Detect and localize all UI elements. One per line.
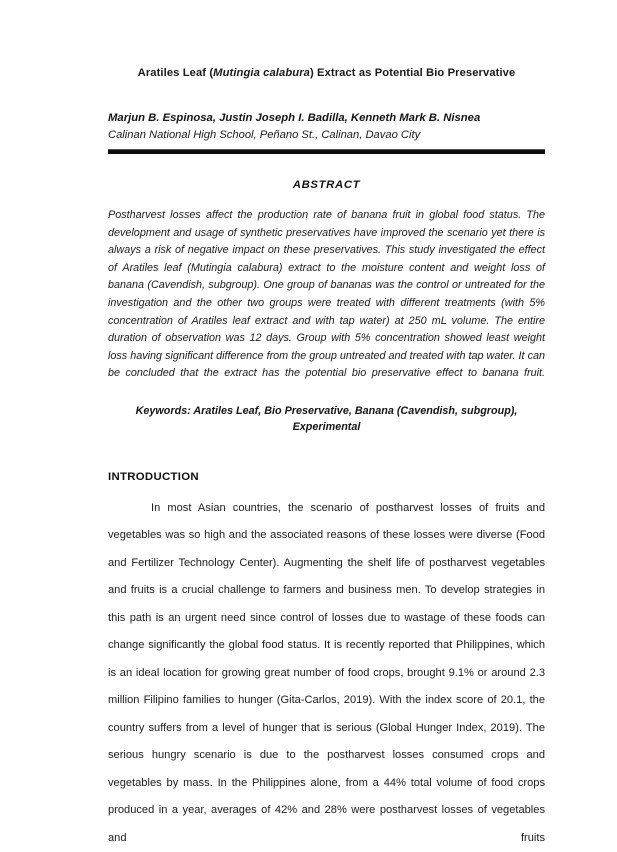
header-divider-rule bbox=[108, 149, 545, 154]
abstract-body: Postharvest losses affect the production rate of banana fruit in global food status. The development and usage of synthetic preservatives have improved the scenario yet there is always a risk of negative impact on these preservatives. This study investigated the effect of Aratiles leaf (Mutingia calabura) extract to the moisture content and weight loss of banana (Cavendish, subgroup). One group of bananas was the control or untreated for the investigation and the other two groups were treated with different treatments (with 5% concentration of Aratiles leaf extract and with tap water) at 250 mL volume. The entire duration of observation was 12 days. Group with 5% concentration showed least weight loss having significant difference from the group untreated and treated with tap water. It can be concluded that the extract has the potential bio preservative effect to banana fruit. bbox=[108, 209, 545, 380]
author-affiliation: Calinan National High School, Peñano St., Calinan, Davao City bbox=[108, 129, 421, 141]
keywords-line: Keywords: Aratiles Leaf, Bio Preservative, Banana (Cavendish, subgroup), Experimental bbox=[135, 404, 518, 433]
introduction-heading: INTRODUCTION bbox=[108, 470, 199, 483]
introduction-body: In most Asian countries, the scenario of postharvest losses of fruits and vegetables was so high and the associated reasons of these losses were diverse (Food and Fertilizer Technology Center). Augmenting the shelf life of postharvest vegetables and fruits is a crucial challenge to farmers and business men. To develop strategies in this path is an urgent need since control of losses due to wastage of these foods can change significantly the global food status. It is recently reported that Philippines, which is an ideal location for growing great number of food crops, brought 9.1% or around 2.3 million Filipino families to hunger (Gita-Carlos, 2019). With the index score of 20.1, the country suffers from a level of hunger that is serious (Global Hunger Index, 2019). The serious hungry scenario is due to the postharvest losses consumed crops and vegetables by mass. In the Philippines alone, from a 44% total volume of food crops produced in a year, averages of 42% and 28% were postharvest losses of vegetables and fruits bbox=[108, 501, 545, 844]
title-species-name: Mutingia calabura bbox=[213, 67, 310, 79]
author-list: Marjun B. Espinosa, Justin Joseph I. Badilla, Kenneth Mark B. Nisnea bbox=[108, 112, 481, 124]
page-title bbox=[108, 66, 545, 81]
page-content bbox=[108, 0, 545, 852]
abstract-heading: ABSTRACT bbox=[292, 179, 361, 191]
title-text-trailing: ) Extract as Potential Bio Preservative bbox=[309, 67, 516, 79]
title-text-leading: Aratiles Leaf ( bbox=[137, 67, 214, 79]
